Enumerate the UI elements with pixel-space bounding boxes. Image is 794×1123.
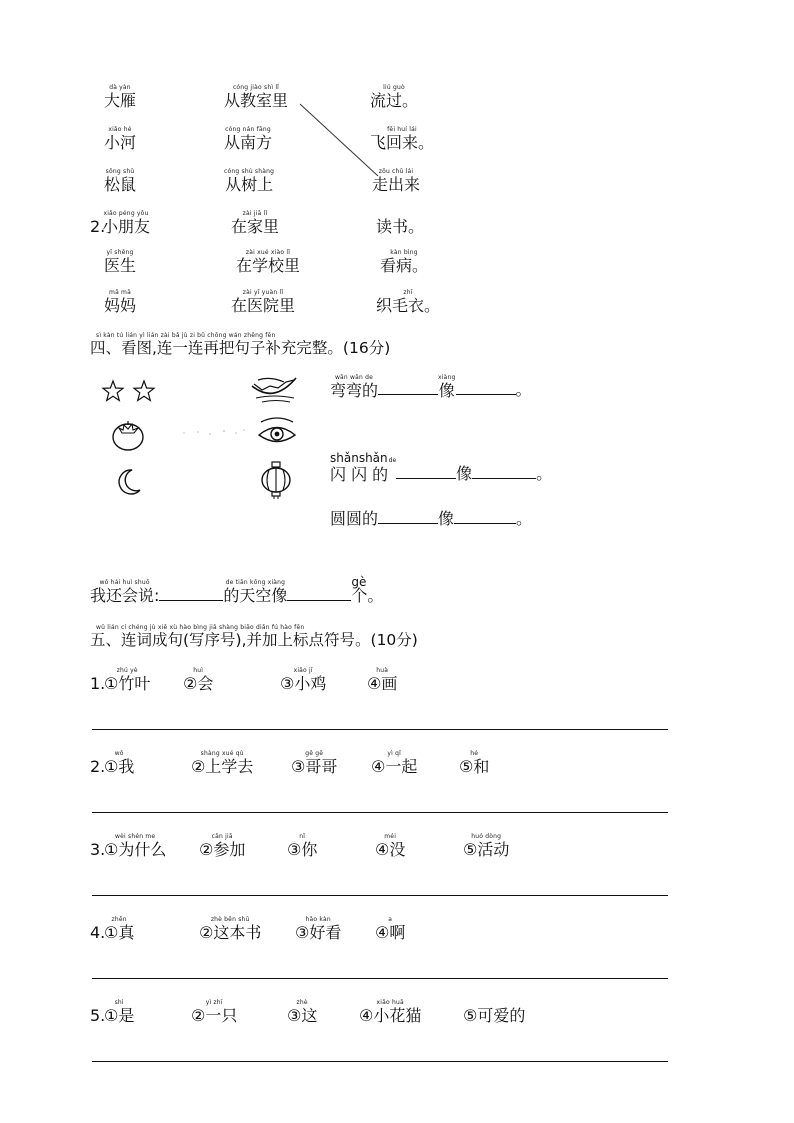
word: dà yàn 大雁 [104,84,137,110]
item-number: 1. [90,674,106,693]
item-number: 2. [90,217,106,236]
word: liú guò 流过。 [370,84,419,110]
answer-line[interactable] [92,1061,668,1062]
word-option: hǎo kàn ③好看 [295,916,342,942]
item-number: 5. [90,1006,106,1025]
moon-icon [114,468,142,496]
answer-blank[interactable] [472,464,536,479]
word-option: zhè běn shū ②这本书 [199,916,262,942]
word: zhī 织毛衣。 [376,289,441,315]
word-option: nǐ ③你 [287,833,318,859]
answer-blank[interactable] [378,509,438,524]
word-option: zhēn ①真 [104,916,135,942]
word-option: yì zhī ②一只 [191,999,238,1025]
word-option: méi ④没 [375,833,406,859]
word: zài xué xiào lǐ 在学校里 [236,249,301,275]
word-option: a ④啊 [375,916,406,942]
word: xiǎo péng yǒu 小朋友 [102,210,151,236]
word-option: wǒ ①我 [104,750,135,776]
answer-blank[interactable] [456,380,516,395]
section-5-heading: wǔ lián cí chéng jù xiě xù hào bìng jiā shàng biāo diǎn fú hào fēn 五、连词成句(写序号),并加上标点符号。(10分) [90,624,418,649]
extra-sentence: wǒ hái huì shuō 我还会说: de tiān kōng xiàng 的天空像 gè 个。 [90,575,384,605]
word: zài jiā lǐ 在家里 [231,210,280,236]
word: zǒu chū lái 走出来 [372,168,421,194]
word: xiǎo hé 小河 [104,126,137,152]
boat-icon [250,374,298,404]
sentence-2: shǎnshǎnde 闪 闪 的 像 。 [330,451,553,484]
word-option: huì ②会 [183,667,214,693]
word: zài yī yuàn lǐ 在医院里 [231,289,296,315]
word: cóng shù shàng 从树上 [224,168,275,194]
word: 读书。 [376,217,425,236]
word: sōng shǔ 松鼠 [104,168,137,194]
word: cóng nán fāng 从南方 [224,126,273,152]
word-option: shàng xué qù ②上学去 [191,750,254,776]
word-option: wèi shén me ①为什么 [104,833,167,859]
word-option: huó dòng ⑤活动 [463,833,510,859]
answer-blank[interactable] [378,380,438,395]
word-option: cān jiā ②参加 [199,833,246,859]
word-option: hé ⑤和 [459,750,490,776]
word-option: zhè ③这 [287,999,318,1025]
word: cóng jiào shì lǐ 从教室里 [224,84,289,110]
word: yī shēng 医生 [104,249,137,275]
word-option: ⑤可爱的 [463,1006,526,1025]
tomato-icon [110,418,146,452]
word: mā mā 妈妈 [104,289,137,315]
word-option: xiǎo huā ④小花猫 [359,999,422,1025]
star-icon [133,380,155,402]
answer-blank[interactable] [287,586,351,601]
word-option: xiǎo jī ③小鸡 [280,667,327,693]
section-4-heading: sì kàn tú lián yì lián zài bǎ jù zi bǔ chōng wán zhěng fēn 四、看图,连一连再把句子补充完整。(16分) [90,332,391,357]
answer-line[interactable] [92,729,668,730]
answer-line[interactable] [92,812,668,813]
word-option: huà ④画 [367,667,398,693]
item-number: 3. [90,840,106,859]
answer-blank[interactable] [396,464,456,479]
word-option: shì ①是 [104,999,135,1025]
faint-dots [180,426,250,438]
word: fēi huí lái 飞回来。 [370,126,435,152]
word-option: yì qǐ ④一起 [371,750,418,776]
item-number: 2. [90,757,106,776]
word-option: gē gē ③哥哥 [291,750,338,776]
sentence-1: wān wān de 弯弯的 xiàng 像 。 [330,374,532,400]
sentence-3: 圆圆的 像 。 [330,509,533,528]
lantern-icon [259,460,293,500]
answer-line[interactable] [92,895,668,896]
answer-blank[interactable] [454,509,516,524]
eye-icon [257,416,297,450]
word: kàn bìng 看病。 [380,249,429,275]
answer-blank[interactable] [159,586,223,601]
item-number: 4. [90,923,106,942]
star-icon [102,380,124,402]
word-option: zhú yè ①竹叶 [104,667,151,693]
answer-line[interactable] [92,978,668,979]
